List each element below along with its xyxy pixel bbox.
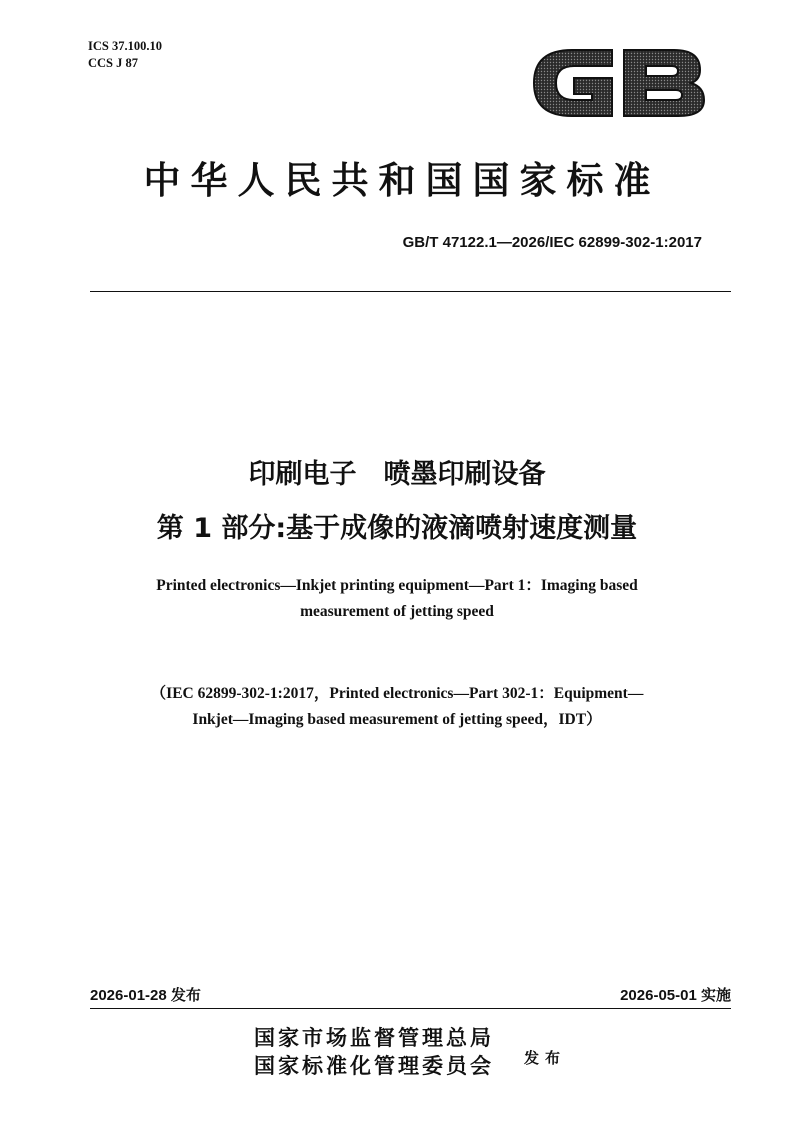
classification-codes	[88, 38, 162, 72]
issuing-authorities	[254, 1024, 494, 1080]
bottom-divider	[90, 1008, 731, 1009]
issue-date: 2026-01-28 发布	[90, 987, 201, 1004]
standard-type-title: 中华人民共和国国家标准	[143, 158, 661, 202]
english-title-line-2: measurement of jetting speed	[300, 603, 494, 620]
equivalence-note	[0, 681, 794, 733]
implementation-date: 2026-05-01 实施	[620, 987, 731, 1004]
top-divider	[90, 291, 731, 292]
standard-number: GB/T 47122.1—2026/IEC 62899-302-1:2017	[402, 234, 702, 251]
gb-logo-icon	[528, 40, 710, 126]
equivalence-line-1: （IEC 62899-302-1:2017，Printed electronics—Part 302-1：Equipment—	[150, 685, 644, 702]
issuer-samr: 国家市场监督管理总局	[254, 1025, 494, 1050]
english-title-line-1: Printed electronics—Inkjet printing equipment—Part 1：Imaging based	[156, 577, 638, 594]
ccs-code: CCS J 87	[88, 56, 139, 70]
chinese-title-line-1: 印刷电子 喷墨印刷设备	[248, 459, 546, 490]
issuer-sac: 国家标准化管理委员会	[254, 1053, 494, 1078]
release-label: 发布	[524, 1049, 567, 1067]
equivalence-line-2: Inkjet—Imaging based measurement of jetting speed，IDT）	[192, 711, 602, 728]
ics-code: ICS 37.100.10	[88, 39, 162, 53]
english-title	[0, 573, 794, 625]
chinese-title-line-2: 第 1 部分:基于成像的液滴喷射速度测量	[156, 513, 638, 544]
